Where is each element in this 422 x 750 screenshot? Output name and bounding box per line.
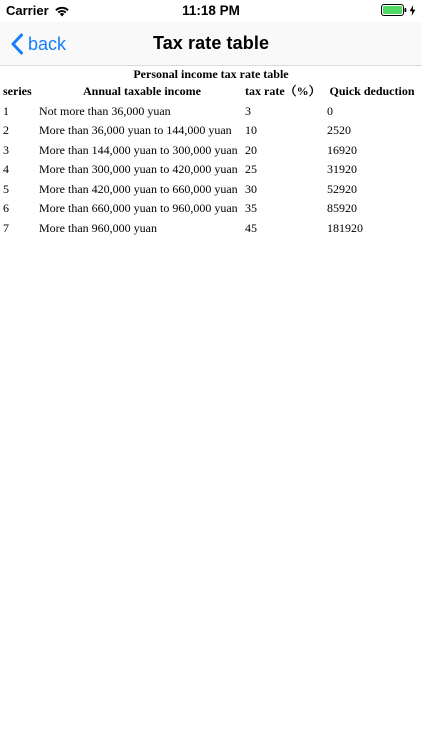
page-title: Tax rate table <box>152 33 270 53</box>
cell-series: 4 <box>3 162 9 176</box>
cell-series: 7 <box>3 220 9 235</box>
cell-series: 3 <box>3 142 9 157</box>
cell-rate: 25 <box>245 162 257 176</box>
cell-rate: 30 <box>245 181 257 196</box>
cell-series: 6 <box>3 201 9 215</box>
cell-income: More than 36,000 yuan to 144,000 yuan <box>39 123 232 137</box>
carrier-label: Carrier <box>6 3 49 18</box>
cell-income: More than 960,000 yuan <box>39 220 157 235</box>
cell-rate: 20 <box>245 142 257 157</box>
cell-series: 5 <box>3 181 9 196</box>
cell-income: More than 144,000 yuan to 300,000 yuan <box>39 142 238 157</box>
cell-series: 2 <box>3 123 9 137</box>
table-header-row <box>0 82 417 102</box>
header-rate: tax rate（%） <box>245 84 321 98</box>
cell-rate: 35 <box>245 201 257 215</box>
navigation-bar <box>0 22 422 66</box>
cell-deduction: 31920 <box>327 162 357 176</box>
status-right <box>381 4 416 16</box>
cell-deduction: 85920 <box>327 201 357 215</box>
cell-income: More than 420,000 yuan to 660,000 yuan <box>39 181 238 196</box>
cell-series: 1 <box>3 103 9 118</box>
table-caption: Personal income tax rate table <box>133 67 289 81</box>
table-row <box>0 219 417 239</box>
battery-icon <box>381 4 407 16</box>
cell-income: More than 300,000 yuan to 420,000 yuan <box>39 162 238 176</box>
cell-deduction: 0 <box>327 103 333 118</box>
cell-income: More than 660,000 yuan to 960,000 yuan <box>39 201 238 215</box>
cell-deduction: 2520 <box>327 123 351 137</box>
cell-rate: 3 <box>245 103 251 118</box>
charging-bolt-icon <box>409 5 416 16</box>
table-row <box>0 121 417 141</box>
table-row <box>0 102 417 122</box>
tax-rate-table <box>0 82 417 238</box>
cell-rate: 10 <box>245 123 257 137</box>
status-time: 11:18 PM <box>182 3 240 18</box>
cell-deduction: 52920 <box>327 181 357 196</box>
cell-income: Not more than 36,000 yuan <box>39 103 171 118</box>
cell-rate: 45 <box>245 220 257 235</box>
table-row <box>0 141 417 161</box>
header-series: series <box>3 84 32 98</box>
table-row <box>0 199 417 219</box>
tax-rate-table-container <box>0 66 422 238</box>
cell-deduction: 16920 <box>327 142 357 157</box>
header-income: Annual taxable income <box>82 84 201 98</box>
cell-deduction: 181920 <box>327 220 363 235</box>
back-label: back <box>28 33 67 54</box>
table-row <box>0 180 417 200</box>
header-deduction: Quick deduction <box>329 84 415 98</box>
table-row <box>0 160 417 180</box>
status-bar <box>0 0 422 22</box>
